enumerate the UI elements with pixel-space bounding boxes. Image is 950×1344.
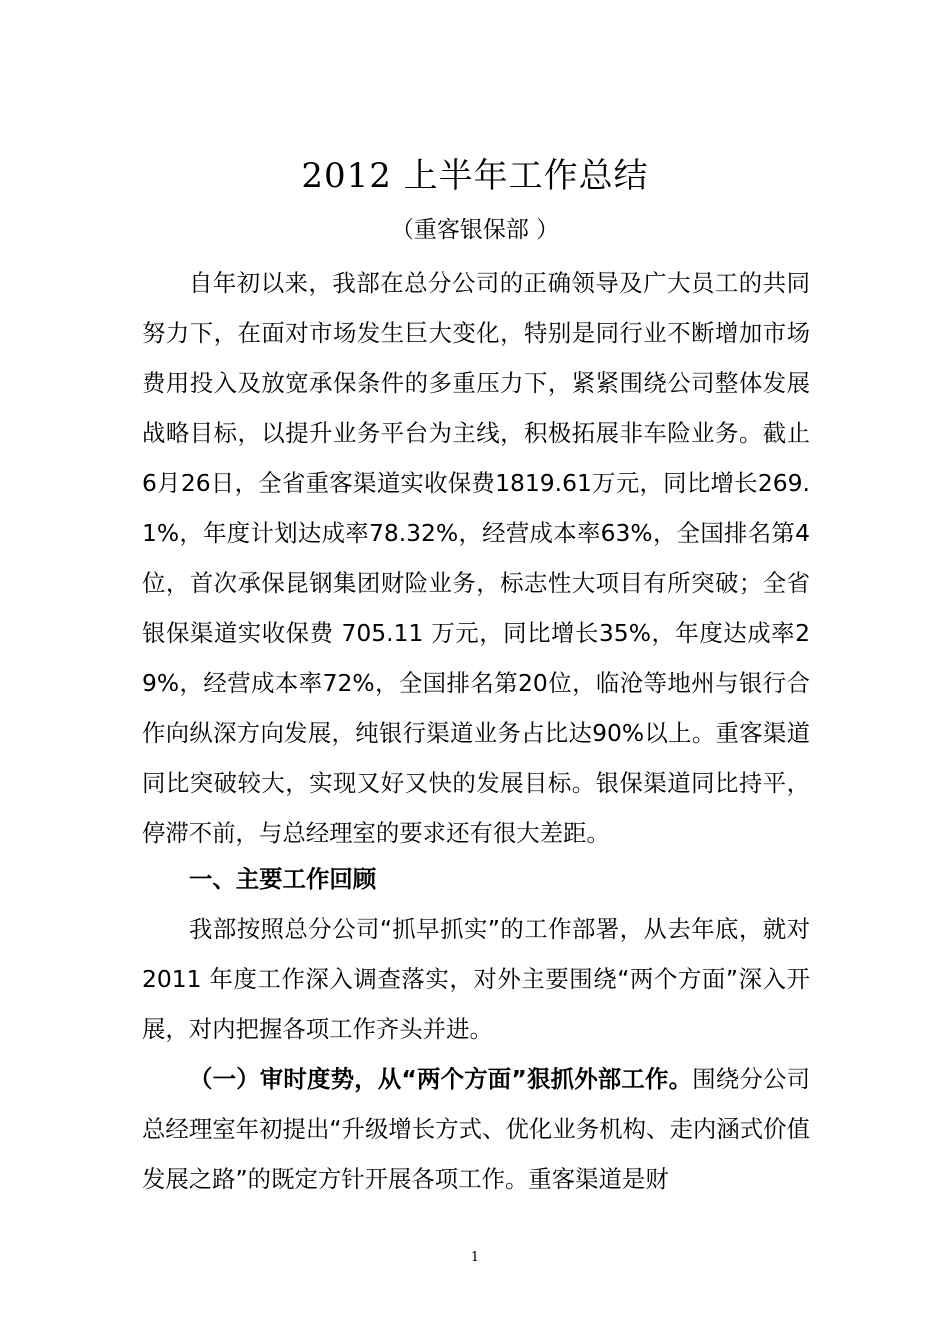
section-heading: 一、主要工作回顾 [189,865,377,893]
paragraph-external-work-text: 围绕分公司总经理室年初提出“升级增长方式、优化业务机构、走内涵式价值发展之路”的既定方针开展各项工作。重客渠道是财 [142,1065,810,1193]
page-number: 1 [470,1250,480,1265]
document-subtitle: （重客银保部 ） [390,217,560,243]
subsection-heading: （一）审时度势，从“两个方面”狠抓外部工作。 [189,1065,693,1093]
document-title: 2012 上半年工作总结 [301,156,649,196]
paragraph-work-review: 我部按照总分公司“抓早抓实”的工作部署，从去年底，就对 2011 年度工作深入调查落实，对外主要围绕“两个方面”深入开展，对内把握各项工作齐头并进。 [142,915,810,1043]
paragraph-external-work [142,1054,810,1204]
paragraph-intro: 自年初以来，我部在总分公司的正确领导及广大员工的共同努力下，在面对市场发生巨大变化，特别是同行业不断增加市场费用投入及放宽承保条件的多重压力下，紧紧围绕公司整体发展战略目标，以提升业务平台为主线，积极拓展非车险业务。截止6月26日，全省重客渠道实收保费1819.61万元，同比增长269.1%，年度计划达成率78.32%，经营成本率63%，全国排名第4位，首次承保昆钢集团财险业务，标志性大项目有所突破；全省银保渠道实收保费 705.11 万元，同比增长35%，年度达成率29%，经营成本率72%，全国排名第20位，临沧等地州与银行合作向纵深方向发展，纯银行渠道业务占比达90%以上。重客渠道同比突破较大，实现又好又快的发展目标。银保渠道同比持平，停滞不前，与总经理室的要求还有很大差距。 [142,269,810,847]
